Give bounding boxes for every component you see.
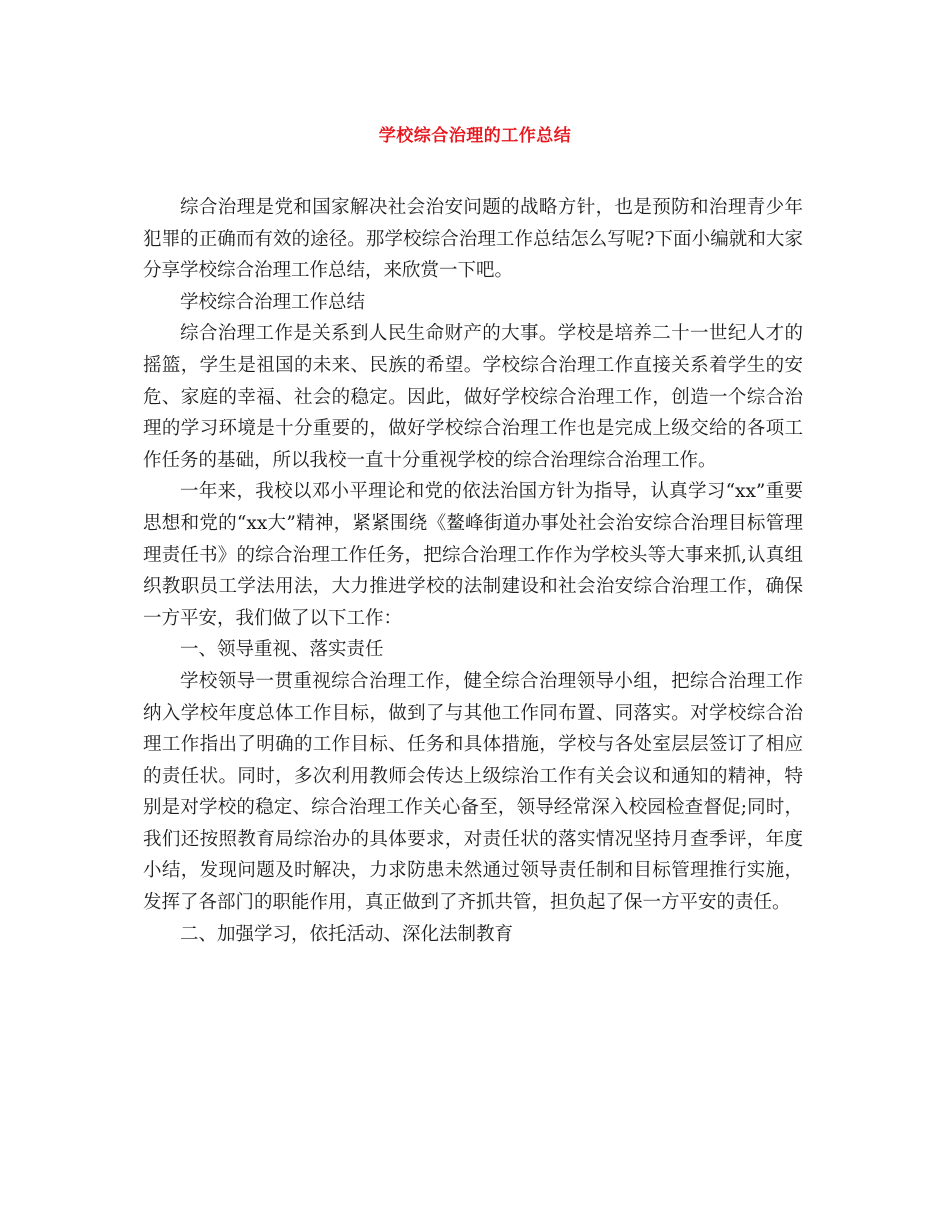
- paragraph-leadership: 学校领导一贯重视综合治理工作，健全综合治理领导小组，把综合治理工作纳入学校年度总体工作目标，做到了与其他工作同布置、同落实。对学校综合治理工作指出了明确的工作目标、任务和具体措施，学校与各处室层层签订了相应的责任状。同时，多次利用教师会传达上级综治工作有关会议和通知的精神，特别是对学校的稳定、综合治理工作关心备至，领导经常深入校园检查督促;同时，我们还按照教育局综治办的具体要求，对责任状的落实情况坚持月查季评，年度小结，发现问题及时解决，力求防患未然通过领导责任制和目标管理推行实施，发挥了各部门的职能作用，真正做到了齐抓共管，担负起了保一方平安的责任。: [143, 670, 803, 914]
- paragraph-importance: 综合治理工作是关系到人民生命财产的大事。学校是培养二十一世纪人才的摇篮，学生是祖国的未来、民族的希望。学校综合治理工作直接关系着学生的安危、家庭的幸福、社会的稳定。因此，做好学校综合治理工作，创造一个综合治理的学习环境是十分重要的，做好学校综合治理工作也是完成上级交给的各项工作任务的基础，所以我校一直十分重视学校的综合治理综合治理工作。: [143, 323, 803, 471]
- section-heading-1: 一、领导重视、落实责任: [180, 639, 384, 661]
- section-heading-2: 二、加强学习，依托活动、深化法制教育: [180, 923, 514, 945]
- document-title: 学校综合治理的工作总结: [378, 126, 572, 146]
- paragraph-subtitle: 学校综合治理工作总结: [180, 291, 366, 313]
- paragraph-intro: 综合治理是党和国家解决社会治安问题的战略方针，也是预防和治理青少年犯罪的正确而有效的途径。那学校综合治理工作总结怎么写呢?下面小编就和大家分享学校综合治理工作总结，来欣赏一下吧。: [143, 197, 803, 282]
- document-body: [143, 192, 803, 950]
- paragraph-year-review: 一年来，我校以邓小平理论和党的依法治国方针为指导，认真学习“xx”重要思想和党的“xx大”精神，紧紧围绕《鳌峰街道办事处社会治安综合治理目标管理理责任书》的综合治理工作任务，把综合治理工作作为学校头等大事来抓,认真组织教职员工学法用法，大力推进学校的法制建设和社会治安综合治理工作，确保一方平安，我们做了以下工作：: [143, 481, 803, 629]
